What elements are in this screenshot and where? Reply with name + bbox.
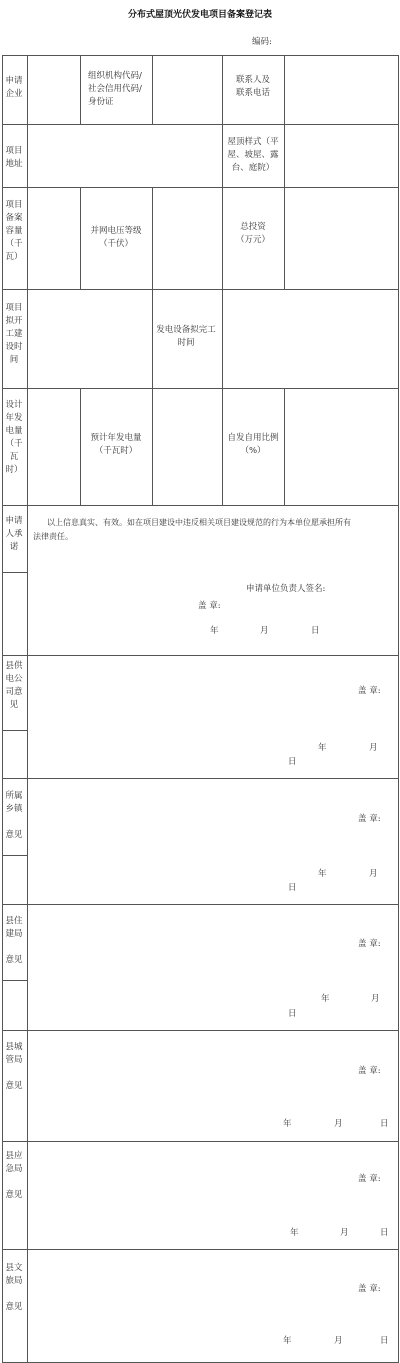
grid-line bbox=[222, 289, 223, 388]
grid-line bbox=[27, 55, 28, 1362]
seal-label: 盖 章: bbox=[198, 601, 221, 611]
seal-label: 盖 章: bbox=[358, 814, 381, 824]
grid-line bbox=[2, 1249, 399, 1250]
finish-time-label: 发电设备拟完工 时间 bbox=[156, 325, 216, 348]
grid-line bbox=[284, 187, 285, 289]
date-month-label: 月 bbox=[260, 626, 269, 636]
applicant-label: 申请 企业 bbox=[5, 76, 23, 99]
seal-label: 盖 章: bbox=[358, 1284, 381, 1294]
date-month-label: 月 bbox=[340, 1228, 349, 1238]
grid-line bbox=[2, 289, 399, 290]
opinion-label: 县文 旅局 意见 bbox=[5, 1263, 23, 1312]
opinion-label: 县供 电公 司意 见 bbox=[5, 661, 23, 710]
grid-line bbox=[2, 388, 399, 389]
signer-label: 申请单位负责人签名: bbox=[246, 584, 326, 594]
grid-line bbox=[152, 55, 153, 124]
grid-line bbox=[284, 55, 285, 124]
page-title: 分布式屋顶光伏发电项目备案登记表 bbox=[127, 10, 272, 20]
date-month-label: 月 bbox=[371, 994, 380, 1004]
date-day-label: 日 bbox=[311, 626, 320, 636]
date-year-label: 年 bbox=[283, 1119, 292, 1129]
address-label: 项目 地址 bbox=[5, 146, 23, 169]
grid-line bbox=[284, 388, 285, 505]
self-use-ratio-label: 自发自用比例 （%） bbox=[227, 433, 279, 456]
grid-line bbox=[2, 980, 27, 981]
grid-line bbox=[398, 55, 399, 1362]
annual-output-label: 设计 年发 电量 （千 瓦 时） bbox=[5, 400, 23, 475]
date-year-label: 年 bbox=[283, 1336, 292, 1346]
date-day-label: 日 bbox=[380, 1228, 389, 1238]
date-year-label: 年 bbox=[318, 743, 327, 753]
capacity-label: 项目 备案 容量 （千 瓦） bbox=[5, 200, 23, 262]
grid-line bbox=[2, 730, 27, 731]
grid-line bbox=[152, 388, 153, 505]
start-time-label: 项目 拟开 工建 设时 间 bbox=[5, 303, 23, 365]
grid-line bbox=[80, 55, 81, 124]
date-day-label: 日 bbox=[288, 883, 297, 893]
commitment-text: 以上信息真实、有效。如在项目建设中违反相关项目建设规范的行为本单位愿承担所有 法律责任。 bbox=[33, 518, 351, 541]
grid-line bbox=[2, 572, 27, 573]
opinion-label: 县城 管局 意见 bbox=[5, 1042, 23, 1091]
grid-line bbox=[2, 505, 399, 506]
grid-line bbox=[2, 1141, 399, 1142]
grid-line bbox=[2, 855, 27, 856]
code-label: 编码: bbox=[252, 37, 272, 47]
seal-label: 盖 章: bbox=[358, 1066, 381, 1076]
date-year-label: 年 bbox=[210, 626, 219, 636]
seal-label: 盖 章: bbox=[358, 686, 381, 696]
date-month-label: 月 bbox=[334, 1336, 343, 1346]
date-day-label: 日 bbox=[288, 757, 297, 767]
grid-line bbox=[2, 1030, 399, 1031]
contact-label: 联系人及 联系电话 bbox=[235, 75, 270, 98]
seal-label: 盖 章: bbox=[358, 1174, 381, 1184]
grid-line bbox=[2, 124, 399, 125]
date-year-label: 年 bbox=[321, 994, 330, 1004]
voltage-label: 并网电压等级 （千伏） bbox=[90, 226, 142, 249]
date-month-label: 月 bbox=[334, 1119, 343, 1129]
date-month-label: 月 bbox=[369, 743, 378, 753]
org-code-label: 组织机构代码/ 社会信用代码/ 身份证 bbox=[88, 71, 142, 107]
date-day-label: 日 bbox=[380, 1336, 389, 1346]
grid-line bbox=[2, 904, 399, 905]
grid-line bbox=[152, 187, 153, 289]
date-month-label: 月 bbox=[369, 869, 378, 879]
opinion-label: 所属 乡镇 意见 bbox=[5, 791, 23, 840]
seal-label: 盖 章: bbox=[358, 939, 381, 949]
grid-line bbox=[2, 778, 399, 779]
roof-style-label: 屋顶样式（平 屋、坡屋、露 台、庭院） bbox=[227, 137, 279, 173]
grid-line bbox=[2, 655, 399, 656]
opinion-label: 县应 急局 意见 bbox=[5, 1151, 23, 1200]
investment-label: 总投资 （万元） bbox=[235, 222, 270, 245]
grid-line bbox=[2, 187, 399, 188]
date-year-label: 年 bbox=[318, 869, 327, 879]
date-day-label: 日 bbox=[288, 1009, 297, 1019]
grid-line bbox=[284, 124, 285, 187]
grid-line bbox=[2, 55, 399, 56]
date-year-label: 年 bbox=[290, 1228, 299, 1238]
commitment-label: 申请 人承 诺 bbox=[5, 516, 23, 552]
date-day-label: 日 bbox=[380, 1119, 389, 1129]
opinion-label: 县住 建局 意见 bbox=[5, 916, 23, 965]
expected-output-label: 预计年发电量 （千瓦时） bbox=[90, 433, 142, 456]
